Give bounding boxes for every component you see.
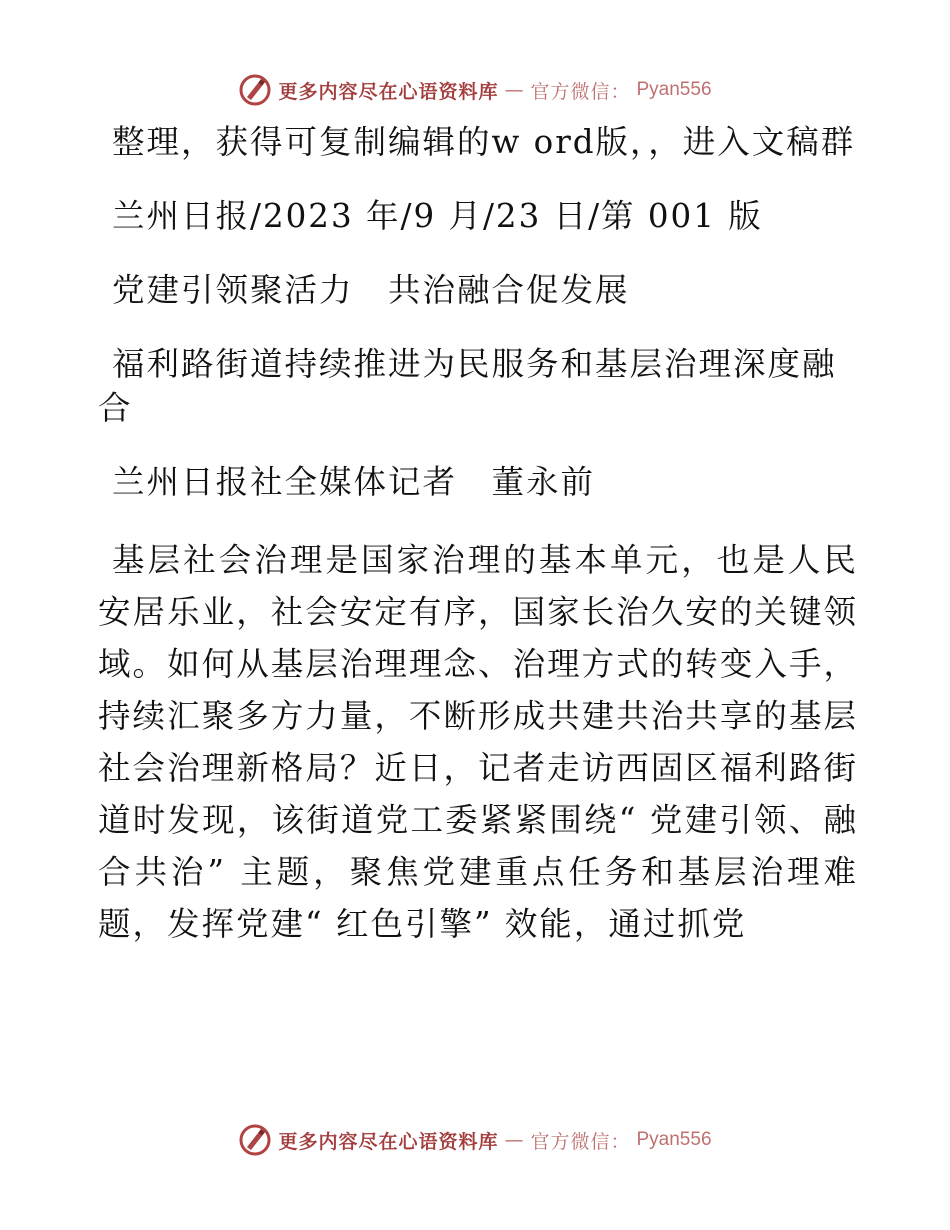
article-subtitle: 福利路街道持续推进为民服务和基层治理深度融合: [98, 345, 837, 427]
watermark-wechat-id: Pyan556: [636, 1129, 712, 1150]
intro-line: 整理，获得可复制编辑的w ord版，，进入文稿群: [112, 123, 856, 161]
footer-watermark: [0, 1120, 950, 1160]
watermark-dash: —: [504, 79, 525, 101]
article-body: 基层社会治理是国家治理的基本单元，也是人民安居乐业，社会安定有序，国家长治久安的关键领域。如何从基层治理理念、治理方式的转变入手，持续汇聚多方力量，不断形成共建共治共享的基层社会治理新格局？近日，记者走访西固区福利路街道时发现，该街道党工委紧紧围绕“ 党建引领、融合共治” 主题，聚焦党建重点任务和基层治理难题，发挥党建“ 红色引擎” 效能，通过抓党: [98, 541, 858, 943]
watermark-logo-icon: [238, 73, 272, 107]
header-watermark: [0, 70, 950, 110]
watermark-sub-text: 官方微信：: [530, 1130, 631, 1153]
watermark-main-text: 更多内容尽在心语资料库: [278, 80, 499, 103]
watermark-wechat-id: Pyan556: [636, 79, 712, 100]
watermark-logo-icon: [238, 1123, 272, 1157]
document-content: [98, 120, 858, 950]
watermark-main-text: 更多内容尽在心语资料库: [278, 1130, 499, 1153]
watermark-dash: —: [504, 1129, 525, 1151]
watermark-sub-text: 官方微信：: [530, 80, 631, 103]
article-title: 党建引领聚活力 共治融合促发展: [112, 271, 630, 309]
article-byline: 兰州日报社全媒体记者 董永前: [112, 463, 596, 501]
source-line: 兰州日报/2023 年/9 月/23 日/第 001 版: [112, 197, 763, 235]
